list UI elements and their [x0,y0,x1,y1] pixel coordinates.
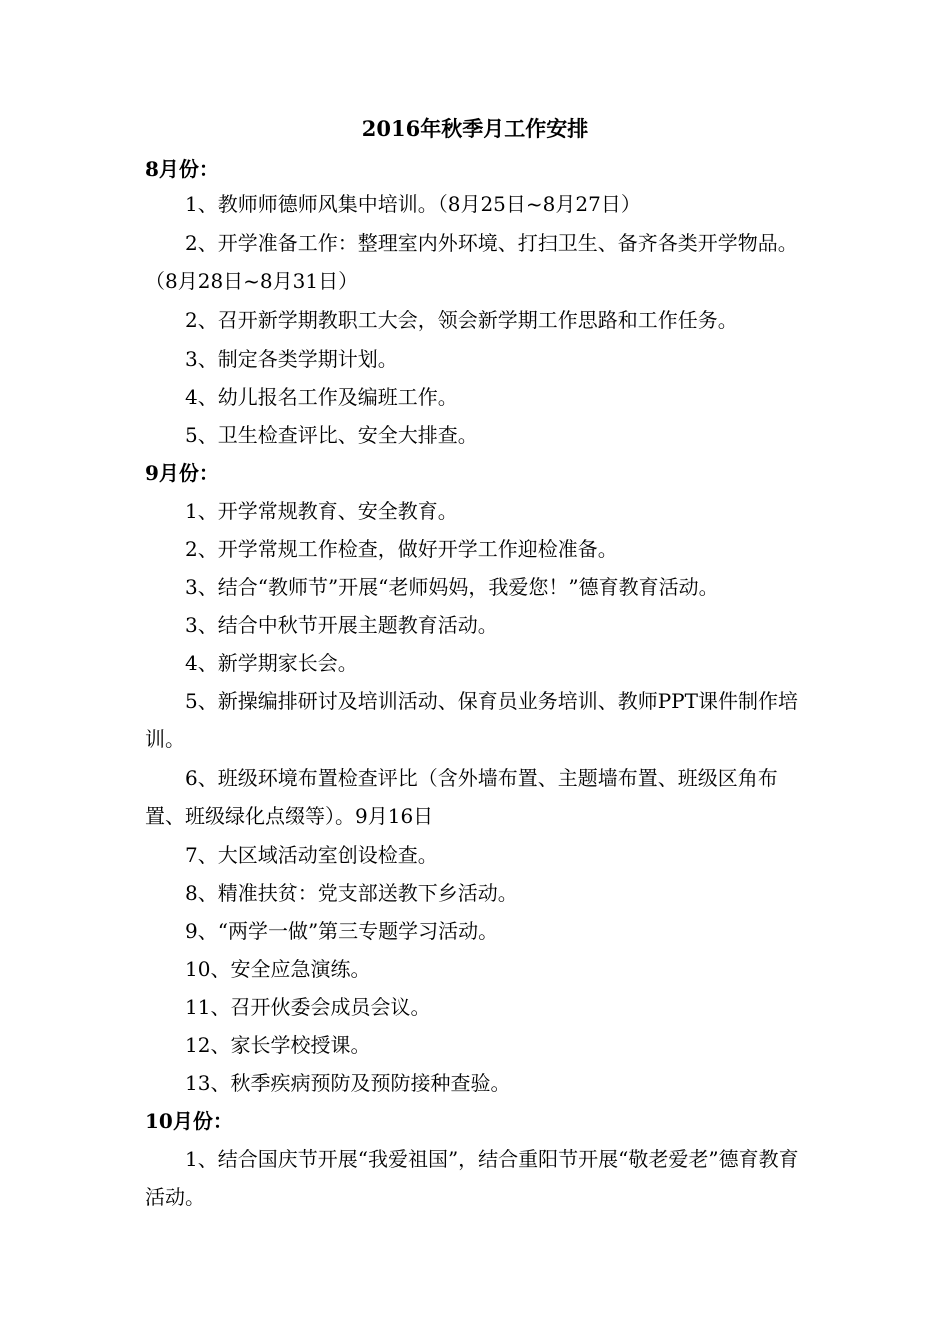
list-item: 4、新学期家长会。 [185,651,358,675]
section-heading-september: 9月份： [145,461,219,485]
section-heading-august: 8月份： [145,157,219,181]
list-item: 4、幼儿报名工作及编班工作。 [185,385,458,409]
list-item: 13、秋季疾病预防及预防接种查验。 [185,1071,511,1095]
list-item: 5、新操编排研讨及培训活动、保育员业务培训、教师PPT课件制作培训。 [145,689,798,751]
list-item: 5、卫生检查评比、安全大排查。 [185,423,478,447]
list-item: 6、班级环境布置检查评比（含外墙布置、主题墙布置、班级区角布置、班级绿化点缀等）。9月16日 [145,766,778,828]
list-item: 8、精准扶贫：党支部送教下乡活动。 [185,881,518,905]
list-item: 2、开学准备工作：整理室内外环境、打扫卫生、备齐各类开学物品。（8月28日~8月31日） [145,231,798,293]
list-item: 7、大区域活动室创设检查。 [185,843,438,867]
list-item: 2、召开新学期教职工大会，领会新学期工作思路和工作任务。 [185,308,738,332]
list-item: 1、结合国庆节开展“我爱祖国”，结合重阳节开展“敬老爱老”德育教育活动。 [145,1147,799,1209]
list-item: 2、开学常规工作检查，做好开学工作迎检准备。 [185,537,618,561]
list-item: 3、结合“教师节”开展“老师妈妈，我爱您！”德育教育活动。 [185,575,719,599]
list-item: 1、开学常规教育、安全教育。 [185,499,458,523]
page-title: 2016年秋季月工作安排 [361,116,589,141]
list-item: 10、安全应急演练。 [185,957,371,981]
section-heading-october: 10月份： [145,1109,233,1133]
list-item: 9、“两学一做”第三专题学习活动。 [185,919,499,943]
list-item: 3、制定各类学期计划。 [185,347,398,371]
list-item: 3、结合中秋节开展主题教育活动。 [185,613,498,637]
list-item: 12、家长学校授课。 [185,1033,371,1057]
list-item: 1、教师师德师风集中培训。（8月25日~8月27日） [185,192,641,216]
list-item: 11、召开伙委会成员会议。 [185,995,431,1019]
